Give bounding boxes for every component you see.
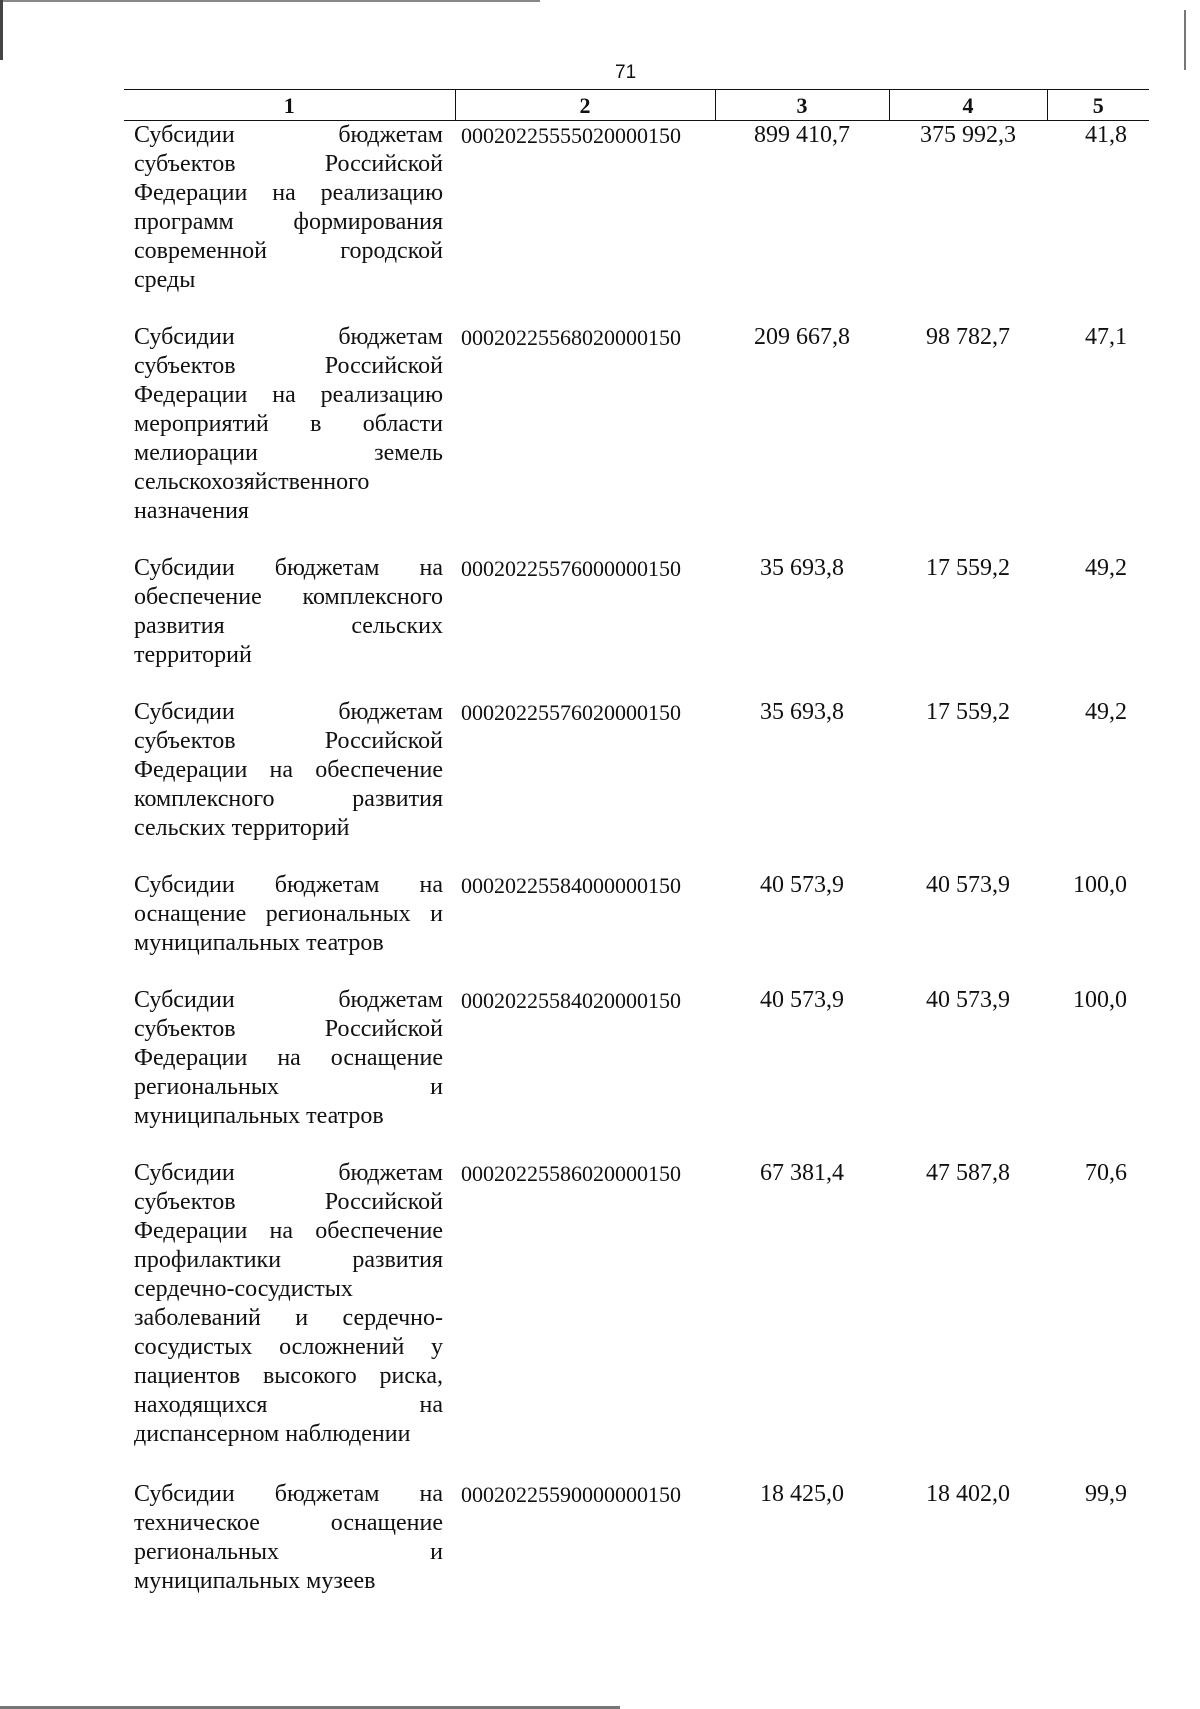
row-fact: 18 402,0: [926, 1481, 1010, 1507]
row-code: 00020225586020000150: [461, 1161, 681, 1186]
table-row: [124, 323, 1149, 554]
row-plan: 18 425,0: [760, 1481, 844, 1507]
header-col-2: 2: [455, 90, 715, 121]
row-code: 00020225576020000150: [461, 700, 681, 725]
row-name: Субсидии бюджетам субъектов Российской Федерации на оснащение региональных и муниципальных театров: [134, 987, 443, 1129]
row-code: 00020225584000000150: [461, 873, 681, 898]
row-fact: 47 587,8: [926, 1160, 1010, 1186]
table-row: [124, 871, 1149, 986]
row-percent: 41,8: [1085, 122, 1127, 148]
scan-edge-right: [1184, 10, 1186, 70]
row-plan: 209 667,8: [754, 324, 850, 350]
row-fact: 17 559,2: [926, 699, 1010, 725]
header-row: [124, 90, 1149, 121]
row-percent: 70,6: [1085, 1160, 1127, 1186]
row-percent: 49,2: [1085, 555, 1127, 581]
row-name: Субсидии бюджетам субъектов Российской Федерации на реализацию мероприятий в области мелиорации земель сельскохозяйственного назначения: [134, 324, 443, 524]
header-col-4: 4: [889, 90, 1047, 121]
row-fact: 375 992,3: [920, 122, 1016, 148]
table-row: [124, 1480, 1149, 1624]
row-code: 00020225576000000150: [461, 556, 681, 581]
row-plan: 899 410,7: [754, 122, 850, 148]
row-plan: 40 573,9: [760, 872, 844, 898]
row-percent: 100,0: [1073, 987, 1127, 1013]
row-fact: 98 782,7: [926, 324, 1010, 350]
row-name: Субсидии бюджетам субъектов Российской Федерации на обеспечение профилактики развития сердечно-сосудистых заболеваний и сердечно-сосудистых осложнений у пациентов высокого риска, находящихся на диспансерном наблюдении: [134, 1160, 443, 1447]
row-plan: 40 573,9: [760, 987, 844, 1013]
row-fact: 17 559,2: [926, 555, 1010, 581]
header-col-1: 1: [124, 90, 455, 121]
row-name: Субсидии бюджетам субъектов Российской Федерации на реализацию программ формирования современной городской среды: [134, 122, 443, 293]
header-col-3: 3: [715, 90, 889, 121]
row-percent: 47,1: [1085, 324, 1127, 350]
row-name: Субсидии бюджетам субъектов Российской Федерации на обеспечение комплексного развития сельских территорий: [134, 699, 443, 841]
table-header: [124, 90, 1149, 121]
table-row: [124, 986, 1149, 1159]
row-code: 00020225584020000150: [461, 988, 681, 1013]
row-code: 00020225555020000150: [461, 123, 681, 148]
row-percent: 100,0: [1073, 872, 1127, 898]
row-percent: 49,2: [1085, 699, 1127, 725]
scan-edge-top: [0, 0, 540, 2]
row-plan: 35 693,8: [760, 699, 844, 725]
table-row: [124, 121, 1149, 324]
row-plan: 67 381,4: [760, 1160, 844, 1186]
table-body: [124, 121, 1149, 1625]
row-fact: 40 573,9: [926, 872, 1010, 898]
scan-edge-left: [0, 0, 3, 60]
row-percent: 99,9: [1085, 1481, 1127, 1507]
row-name: Субсидии бюджетам на техническое оснащение региональных и муниципальных музеев: [134, 1481, 443, 1594]
row-name: Субсидии бюджетам на обеспечение комплексного развития сельских территорий: [134, 555, 443, 668]
row-name: Субсидии бюджетам на оснащение региональных и муниципальных театров: [134, 872, 443, 956]
budget-table: [124, 89, 1149, 1624]
row-plan: 35 693,8: [760, 555, 844, 581]
table-row: [124, 554, 1149, 698]
page-number: 71: [615, 62, 637, 83]
row-code: 00020225568020000150: [461, 325, 681, 350]
row-code: 00020225590000000150: [461, 1482, 681, 1507]
table-row: [124, 698, 1149, 871]
row-fact: 40 573,9: [926, 987, 1010, 1013]
header-col-5: 5: [1047, 90, 1149, 121]
table-row: [124, 1159, 1149, 1480]
